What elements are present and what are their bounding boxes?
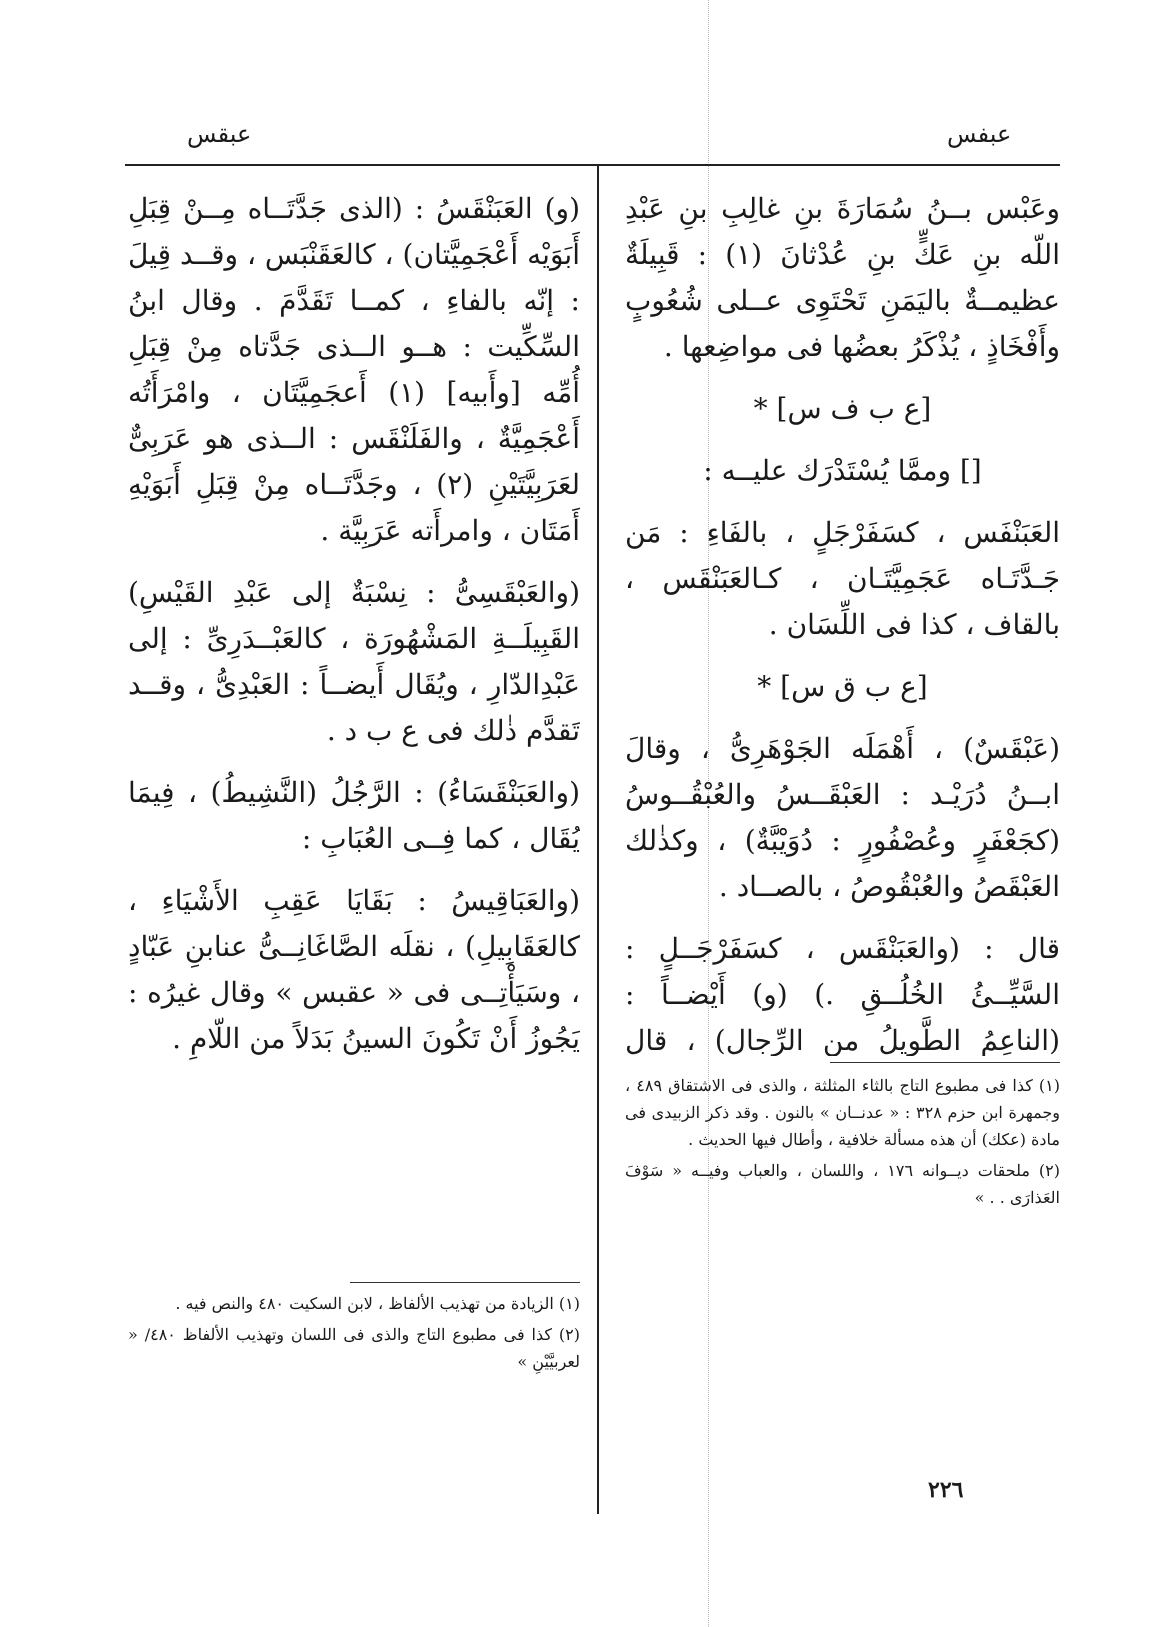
header-rule (125, 164, 1060, 166)
right-column (625, 186, 1060, 1056)
entry-paragraph: العَبَنْفَس ، كسَفَرْجَلٍ ، بالفَاءِ : مَن جَـدَّتَـاه عَجَمِيَّتَـان ، كـالعَبَنْقَس ، بالقاف ، كذا فى اللِّسَان . (625, 516, 1060, 641)
running-header-left: عبقس (187, 120, 252, 148)
entry-paragraph: وعَبْس بــنُ سُمَارَةَ بنِ غالِبِ بنِ عَبْدِ اللّه بنِ عَكٍّ بنِ عُدْثانَ (١) : قَبِيلَةٌ عظيمــةٌ باليَمَنِ تَحْتَوِى عــلى شُعُوبٍ وأَفْخَاذٍ ، يُذْكَرُ بعضُها فى مواضِعها . (625, 192, 1060, 363)
page-number: ٢٢٦ (928, 1477, 964, 1503)
footnote-rule-right (830, 1062, 1060, 1063)
footnote-rule-left (350, 1282, 580, 1283)
entry-paragraph: (والعَبْقَسِىُّ : نِسْبَةٌ إلى عَبْدِ القَيْسِ) القَبِيلَــةِ المَشْهُورَة ، كالعَبْــدَرِىِّ : إلى عَبْدِالدّارِ ، ويُقَال أَيضــاً : العَبْدِىُّ ، وقــد تَقدَّم ذٰلك فى ع ب د . (128, 576, 580, 747)
footnote: (١) كذا فى مطبوع التاج بالثاء المثلثة ، والذى فى الاشتقاق ٤٨٩ ، وجمهرة ابن حزم ٣٢٨ : « عدنــان » بالنون . وقد ذكر الزبيدى فى مادة (عكك) أن هذه مسألة خلافية ، وأطال فيها الحديث . (625, 1076, 1060, 1149)
entry-paragraph: (والعَبَاقِيسُ : بَقَايَا عَقِبِ الأَشْيَاءِ ، كالعَقَابِيلِ) ، نقلَه الصَّاغَانِــىُّ عنابنِ عَبّادٍ ، وسَيَأْتِــى فى « عقبس » وقال غيرُه : يَجُوزُ أَنْ تَكُونَ السينُ بَدَلاً من اللّامِ . (128, 884, 580, 1055)
footnotes-right (625, 1072, 1060, 1242)
footnotes-left (128, 1290, 580, 1420)
footnote: (١) الزيادة من تهذيب الألفاظ ، لابن السكيت ٤٨٠ والنص فيه . (175, 1294, 580, 1313)
supplement-note: [] وممَّا يُسْتَدْرَك عليــه : (703, 454, 982, 487)
entry-paragraph: قال : (والعَبَنْقَس ، كسَفَرْجَــلٍ : السَّيِّــئُ الخُلُــقِ .) (و) أَيْضــاً : (الناعِمُ الطَّوِيلُ من الرِّجالِ) ، قال (625, 932, 1060, 1056)
footnote: (٢) كذا فى مطبوع التاج والذى فى اللسان وتهذيب الألفاظ ٤٨٠/ « لعربيَّيْنِ » (128, 1325, 580, 1371)
footnote: (٢) ملحقات ديــوانه ١٧٦ ، واللسان ، والعباب وفيــه « سَوْفَ العَذارَى . . » (625, 1161, 1060, 1207)
root-heading: [ع ب ف س] * (753, 392, 932, 425)
entry-paragraph: (عَبْقَسٌ) ، أَهْمَلَه الجَوْهَرِىُّ ، وقالَ ابــنُ دُرَيْـد : العَبْقَــسُ والعُبْقُــوسُ (كجَعْفَرٍ وعُصْفُورٍ : دُوَيْبَّةٌ) ، وكذٰلك العَبْقَصُ والعُبْقُوصُ ، بالصــاد . (625, 732, 1060, 903)
running-header-right: عبفس (947, 120, 1012, 148)
left-column (128, 186, 580, 1246)
entry-paragraph: (والعَبَنْقَسَاءُ) : الرَّجُلُ (النَّشِيطُ) ، فِيمَا يُقَال ، كما فِــى العُبَابِ : (128, 776, 580, 855)
entry-paragraph: (و) العَبَنْقَسُ : (الذى جَدَّتَــاه مِــنْ قِبَلِ أَبَوَيْه أَعْجَمِيَّتان) ، كالعَقَنْبَس ، وقــد قِيلَ : إنّه بالفاءِ ، كمــا تَقَدَّمَ . وقال ابنُ السِّكِّيت : هــو الــذى جَدَّتاه مِنْ قِبَلِ أُمِّه [وأَبيه] (١) أَعجَمِيَّتَان ، وامْرَأَتُه أَعْجَمِيَّةٌ ، والفَلَنْقَس : الــذى هو عَرَبِىٌّ لعَرَبِيَّتَيْنِ (٢) ، وجَدَّتَــاه مِنْ قِبَلِ أَبَوَيْهِ أَمَتَان ، وامرأَته عَرَبِيَّة . (128, 192, 580, 547)
root-heading: [ع ب ق س] * (757, 670, 928, 703)
column-divider (597, 164, 599, 1514)
